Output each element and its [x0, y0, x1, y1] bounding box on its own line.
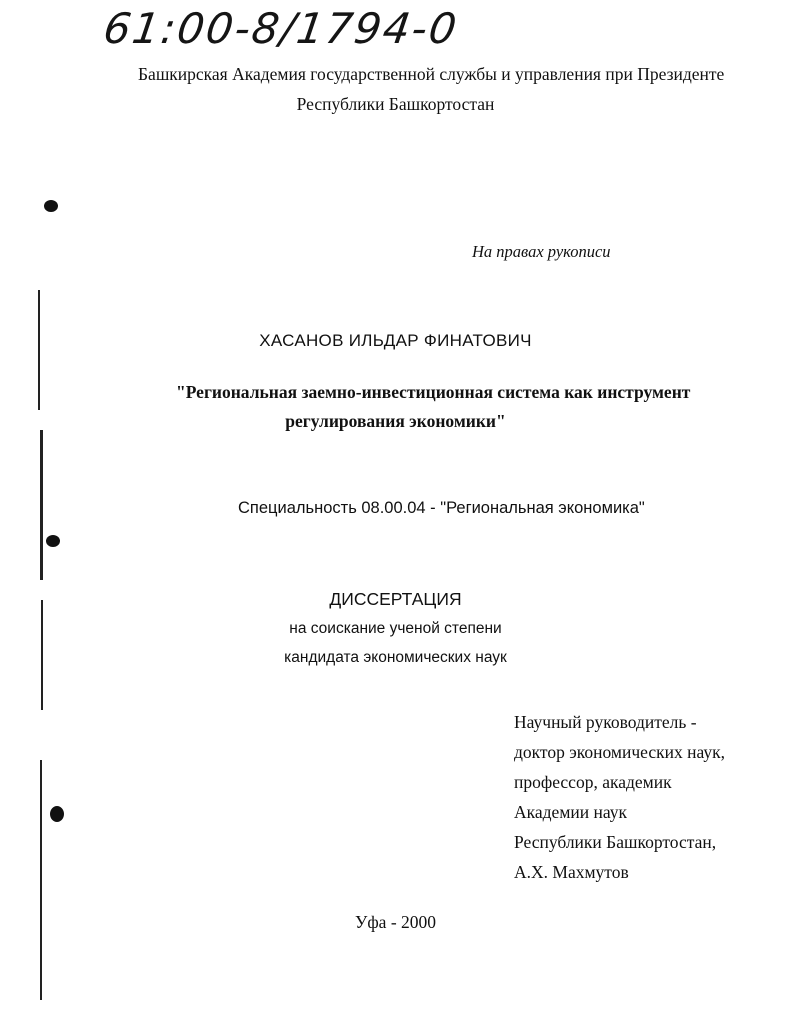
city-year: Уфа - 2000: [354, 912, 437, 932]
supervisor-line: Научный руководитель -: [514, 712, 697, 732]
degree-line-2: кандидата экономических наук: [284, 649, 507, 666]
supervisor-line: Республики Башкортостан,: [514, 832, 717, 852]
supervisor-line: доктор экономических наук,: [514, 742, 725, 762]
supervisor-line: профессор, академик: [514, 772, 672, 792]
supervisor-block: [514, 707, 725, 887]
punch-hole-mark: [46, 535, 60, 547]
supervisor-line: А.Х. Махмутов: [514, 862, 629, 882]
author-name: ХАСАНОВ ИЛЬДАР ФИНАТОВИЧ: [259, 331, 532, 350]
punch-hole-mark: [50, 806, 64, 822]
dissertation-title-line-1: "Региональная заемно-инвестиционная система как инструмент: [176, 382, 691, 402]
specialty-line: Специальность 08.00.04 - "Региональная экономика": [238, 499, 645, 517]
dissertation-title-line-2: регулирования экономики": [285, 411, 506, 431]
organization-line-2: Республики Башкортостан: [296, 94, 495, 114]
punch-hole-mark: [44, 200, 58, 212]
supervisor-line: Академии наук: [514, 802, 627, 822]
organization-line-1: Башкирская Академия государственной службы и управления при Президенте: [138, 64, 725, 84]
scan-edge-mark: [40, 760, 42, 1000]
manuscript-rights-note: На правах рукописи: [472, 242, 611, 261]
document-type: ДИССЕРТАЦИЯ: [329, 589, 462, 609]
handwritten-catalog-number: 61:00-8/1794-0: [100, 4, 462, 53]
degree-line-1: на соискание ученой степени: [289, 620, 502, 637]
scan-edge-mark: [40, 430, 43, 580]
